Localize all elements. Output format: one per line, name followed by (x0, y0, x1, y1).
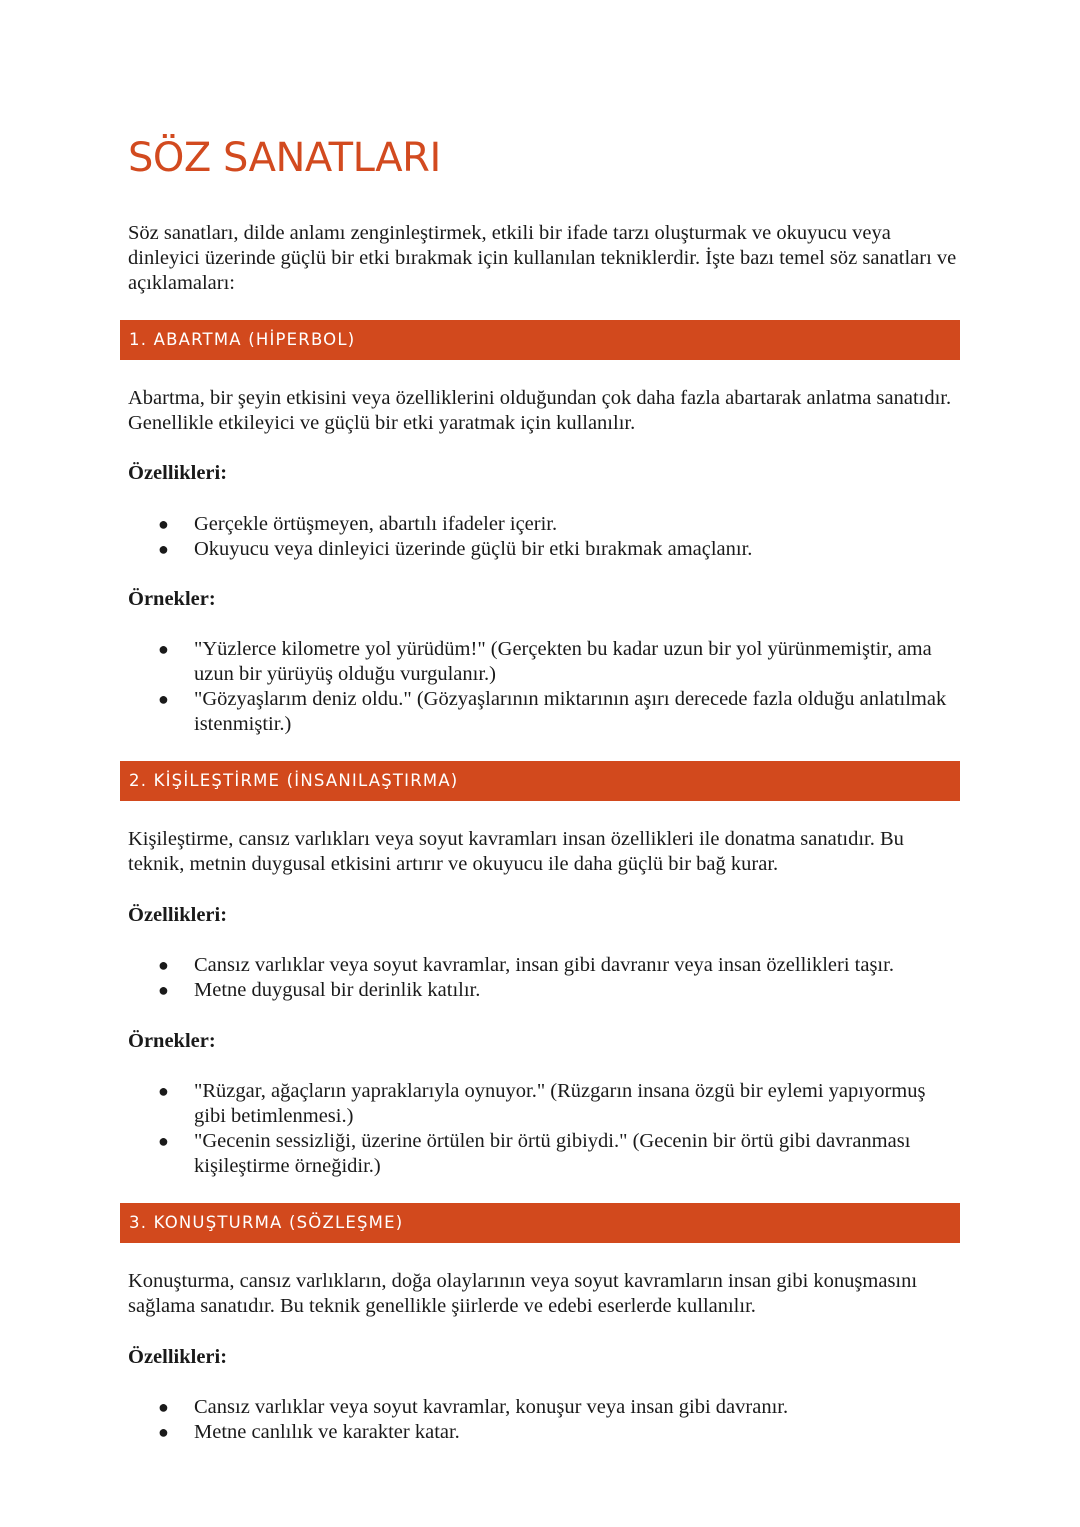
section-header-konusturma (120, 1203, 960, 1243)
section-heading: 1. ABARTMA (HİPERBOL) (129, 330, 356, 349)
examples-list (128, 637, 958, 737)
features-label: Özellikleri: (128, 1346, 228, 1368)
list-item-text: Cansız varlıklar veya soyut kavramlar, insan gibi davranır veya insan özellikleri taşır. (194, 954, 894, 976)
features-label: Özellikleri: (128, 462, 228, 484)
section-header-kisilestirme (120, 761, 960, 801)
bullet-icon: ● (158, 539, 169, 559)
list-item (128, 978, 958, 1003)
section-heading: 2. KİŞİLEŞTİRME (İNSANILAŞTIRMA) (129, 771, 459, 790)
bullet-icon: ● (158, 514, 169, 534)
list-item-text: Metne duygusal bir derinlik katılır. (194, 979, 481, 1001)
section-description: Abartma, bir şeyin etkisini veya özelliklerini olduğundan çok daha fazla abartarak anlatma sanatıdır. Genellikle etkileyici ve güçlü bir etki yaratmak için kullanılır. (128, 387, 952, 434)
list-item (128, 1420, 958, 1445)
bullet-icon: ● (158, 955, 169, 975)
features-label: Özellikleri: (128, 904, 228, 926)
list-item-text: "Gözyaşlarım deniz oldu." (Gözyaşlarının miktarının aşırı derecede fazla olduğu anlatılmak istenmiştir.) (194, 688, 947, 735)
examples-label: Örnekler: (128, 1030, 216, 1052)
examples-list (128, 1079, 958, 1179)
intro-paragraph: Söz sanatları, dilde anlamı zenginleştirmek, etkili bir ifade tarzı oluşturmak ve okuyucu veya dinleyici üzerinde güçlü bir etki bırakmak için kullanılan tekniklerdir. İşte bazı temel söz sanatları ve açıklamaları: (128, 222, 957, 294)
list-item-text: Cansız varlıklar veya soyut kavramlar, konuşur veya insan gibi davranır. (194, 1396, 789, 1418)
list-item (128, 637, 958, 687)
page-title: SÖZ SANATLARI (128, 135, 441, 181)
list-item (128, 512, 958, 537)
section-heading: 3. KONUŞTURMA (SÖZLEŞME) (129, 1213, 404, 1232)
bullet-icon: ● (158, 980, 169, 1000)
list-item-text: "Rüzgar, ağaçların yapraklarıyla oynuyor." (Rüzgarın insana özgü bir eylemi yapıyormuş gibi betimlenmesi.) (194, 1080, 926, 1127)
list-item (128, 537, 958, 562)
list-item-text: "Yüzlerce kilometre yol yürüdüm!" (Gerçekten bu kadar uzun bir yol yürünmemiştir, ama uzun bir yürüyüş olduğu vurgulanır.) (194, 638, 932, 685)
bullet-icon: ● (158, 1422, 169, 1442)
list-item-text: Okuyucu veya dinleyici üzerinde güçlü bir etki bırakmak amaçlanır. (194, 538, 753, 560)
section-header-abartma (120, 320, 960, 360)
list-item (128, 1079, 958, 1129)
list-item (128, 687, 958, 737)
examples-label: Örnekler: (128, 588, 216, 610)
list-item-text: "Gecenin sessizliği, üzerine örtülen bir örtü gibiydi." (Gecenin bir örtü gibi davranması kişileştirme örneğidir.) (194, 1130, 911, 1177)
bullet-icon: ● (158, 1081, 169, 1101)
bullet-icon: ● (158, 689, 169, 709)
bullet-icon: ● (158, 1397, 169, 1417)
list-item-text: Metne canlılık ve karakter katar. (194, 1421, 460, 1443)
features-list (128, 953, 958, 1003)
features-list (128, 512, 958, 562)
bullet-icon: ● (158, 639, 169, 659)
list-item (128, 1129, 958, 1179)
list-item (128, 953, 958, 978)
bullet-icon: ● (158, 1131, 169, 1151)
list-item (128, 1395, 958, 1420)
features-list (128, 1395, 958, 1445)
section-description: Kişileştirme, cansız varlıkları veya soyut kavramları insan özellikleri ile donatma sanatıdır. Bu teknik, metnin duygusal etkisini artırır ve okuyucu ile daha güçlü bir bağ kurar. (128, 828, 904, 875)
list-item-text: Gerçekle örtüşmeyen, abartılı ifadeler içerir. (194, 513, 558, 535)
section-description: Konuşturma, cansız varlıkların, doğa olaylarının veya soyut kavramların insan gibi konuşmasını sağlama sanatıdır. Bu teknik genellikle şiirlerde ve edebi eserlerde kullanılır. (128, 1270, 918, 1317)
